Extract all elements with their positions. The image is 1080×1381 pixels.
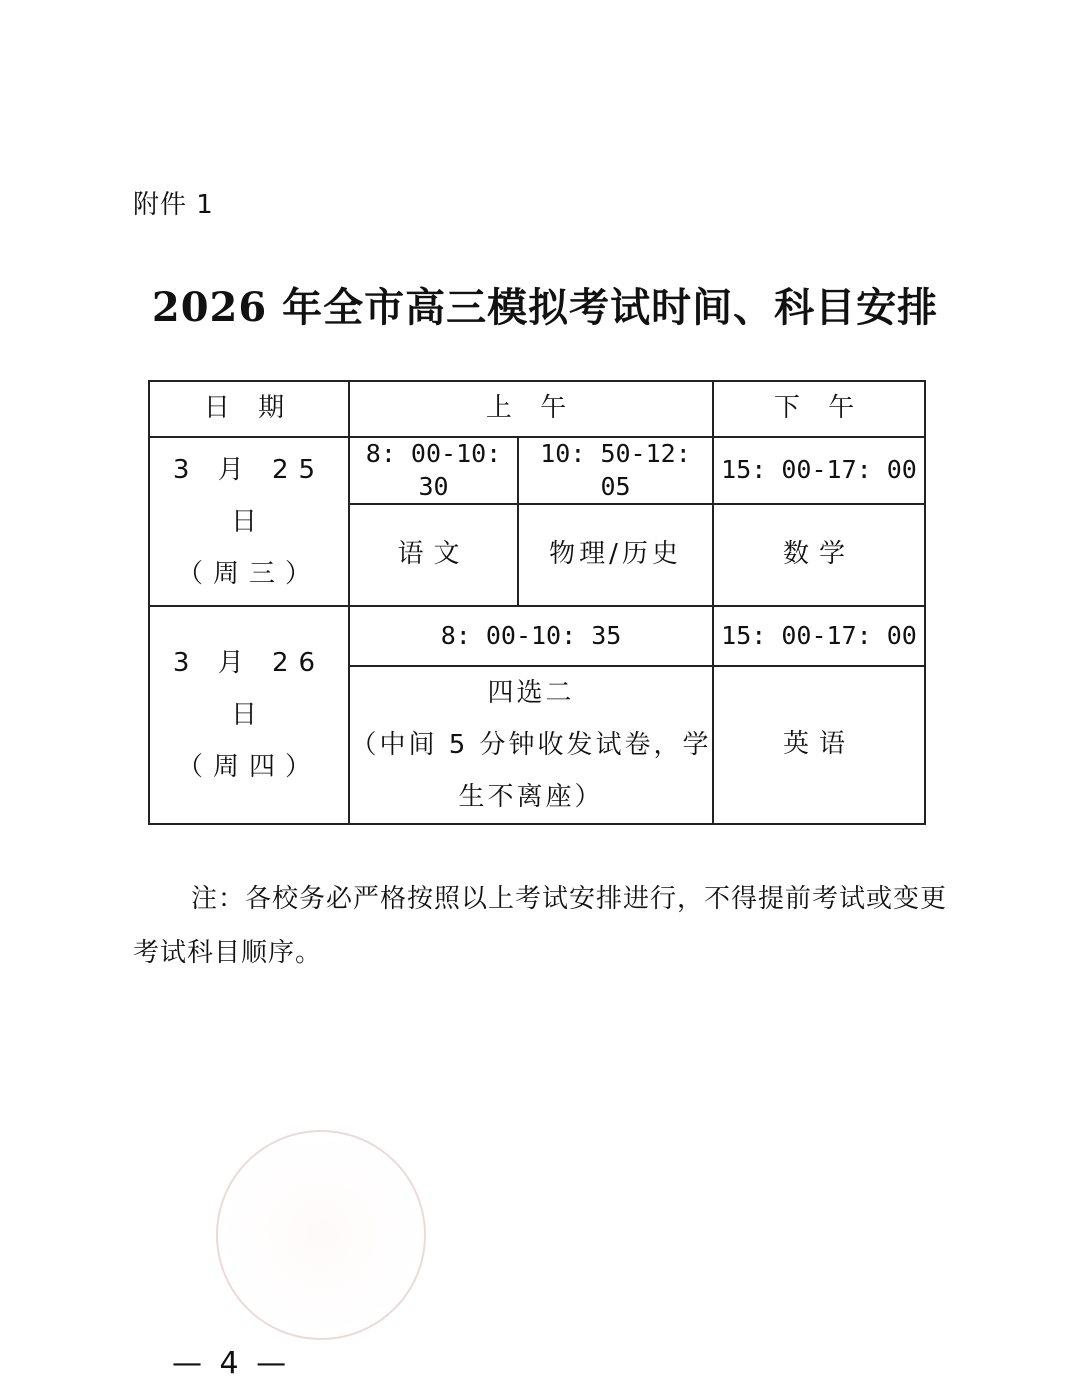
day2-morning-subject [349, 666, 713, 824]
page-number: — 4 — [172, 1346, 291, 1381]
day1-date-cell [149, 437, 349, 606]
day2-time-row [149, 606, 925, 666]
header-date: 日 期 [149, 381, 349, 437]
day1-morning-slot1-time: 8: 00-10: 30 [349, 437, 518, 504]
day2-afternoon-time: 15: 00-17: 00 [713, 606, 925, 666]
day1-afternoon-subject: 数学 [713, 504, 925, 606]
day1-time-row [149, 437, 925, 504]
day1-morning-slot2-time: 10: 50-12: 05 [518, 437, 713, 504]
official-seal [216, 1130, 426, 1340]
exam-schedule-table [148, 380, 926, 825]
day1-weekday: （周三） [176, 558, 321, 589]
header-morning: 上 午 [349, 381, 713, 437]
day2-morning-subject-line3: 生不离座） [458, 782, 604, 812]
header-afternoon: 下 午 [713, 381, 925, 437]
document-title: 2026 年全市高三模拟考试时间、科目安排 [151, 284, 939, 331]
day1-morning-slot1-subject: 语文 [349, 504, 518, 606]
day1-afternoon-time: 15: 00-17: 00 [713, 437, 925, 504]
attachment-label: 附件 1 [133, 190, 214, 220]
day2-date-cell [149, 606, 349, 824]
day1-morning-slot2-subject: 物理/历史 [518, 504, 713, 606]
day2-morning-time: 8: 00-10: 35 [349, 606, 713, 666]
day2-morning-subject-line1: 四选二 [487, 678, 575, 708]
day2-morning-subject-line2: （中间 5 分钟收发试卷，学 [350, 730, 712, 760]
day2-afternoon-subject: 英语 [713, 666, 925, 824]
day2-date: 3 月 26 日 [172, 648, 326, 730]
header-row [149, 381, 925, 437]
day2-weekday: （周四） [176, 752, 321, 782]
note-paragraph: 注：各校务必严格按照以上考试安排进行，不得提前考试或变更考试科目顺序。 [133, 884, 948, 968]
day1-date: 3 月 25 日 [172, 454, 326, 537]
